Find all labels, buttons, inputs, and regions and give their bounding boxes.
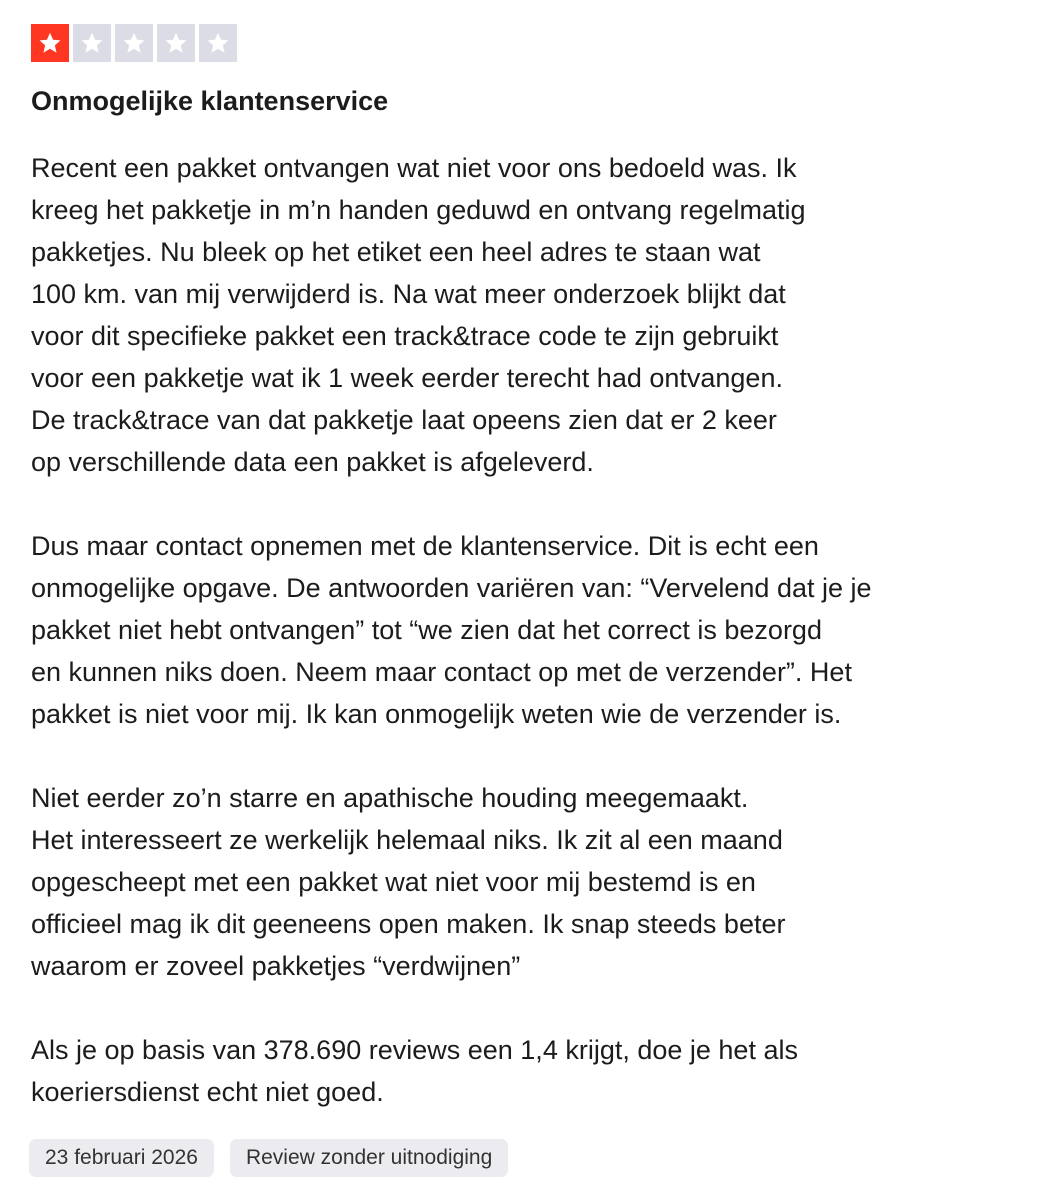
- review-line: opgescheept met een pakket wat niet voor mij bestemd is en: [31, 867, 756, 897]
- review-paragraph-2: [31, 525, 1021, 735]
- review-line: kreeg het pakketje in m’n handen geduwd en ontvang regelmatig: [31, 195, 806, 225]
- review-body: [31, 147, 1021, 1113]
- review-line: Het interesseert ze werkelijk helemaal niks. Ik zit al een maand: [31, 825, 783, 855]
- star-3: [115, 24, 153, 62]
- review-paragraph-1: [31, 147, 1021, 483]
- review-line: De track&trace van dat pakketje laat opeens zien dat er 2 keer: [31, 405, 777, 435]
- star-1: [31, 24, 69, 62]
- review-line: Niet eerder zo’n starre en apathische houding meegemaakt.: [31, 783, 749, 813]
- review-line: waarom er zoveel pakketjes “verdwijnen”: [31, 951, 521, 981]
- review-line: 100 km. van mij verwijderd is. Na wat meer onderzoek blijkt dat: [31, 279, 786, 309]
- star-icon: [164, 31, 188, 55]
- review-line: Recent een pakket ontvangen wat niet voor ons bedoeld was. Ik: [31, 153, 797, 183]
- star-rating: [31, 24, 237, 62]
- review-line: officieel mag ik dit geeneens open maken. Ik snap steeds beter: [31, 909, 786, 939]
- star-5: [199, 24, 237, 62]
- review-paragraph-4: [31, 1029, 1021, 1113]
- review-line: pakket niet hebt ontvangen” tot “we zien dat het correct is bezorgd: [31, 615, 822, 645]
- review-line: pakket is niet voor mij. Ik kan onmogelijk weten wie de verzender is.: [31, 699, 842, 729]
- review-line: op verschillende data een pakket is afgeleverd.: [31, 447, 594, 477]
- star-4: [157, 24, 195, 62]
- review-line: en kunnen niks doen. Neem maar contact op met de verzender”. Het: [31, 657, 852, 687]
- review-date-tag: 23 februari 2026: [29, 1139, 214, 1177]
- review-line: onmogelijke opgave. De antwoorden variëren van: “Vervelend dat je je: [31, 573, 872, 603]
- review-line: pakketjes. Nu bleek op het etiket een heel adres te staan wat: [31, 237, 761, 267]
- review-paragraph-3: [31, 777, 1021, 987]
- star-icon: [206, 31, 230, 55]
- star-icon: [38, 31, 62, 55]
- star-2: [73, 24, 111, 62]
- review-tags: [29, 1139, 508, 1177]
- review-line: voor dit specifieke pakket een track&trace code te zijn gebruikt: [31, 321, 779, 351]
- review-line: voor een pakketje wat ik 1 week eerder terecht had ontvangen.: [31, 363, 783, 393]
- star-icon: [122, 31, 146, 55]
- review-line: koeriersdienst echt niet goed.: [31, 1077, 384, 1107]
- review-source-tag[interactable]: Review zonder uitnodiging: [230, 1139, 508, 1177]
- review-line: Als je op basis van 378.690 reviews een 1,4 krijgt, doe je het als: [31, 1035, 798, 1065]
- review-title: Onmogelijke klantenservice: [31, 86, 389, 116]
- star-icon: [80, 31, 104, 55]
- review-line: Dus maar contact opnemen met de klantenservice. Dit is echt een: [31, 531, 819, 561]
